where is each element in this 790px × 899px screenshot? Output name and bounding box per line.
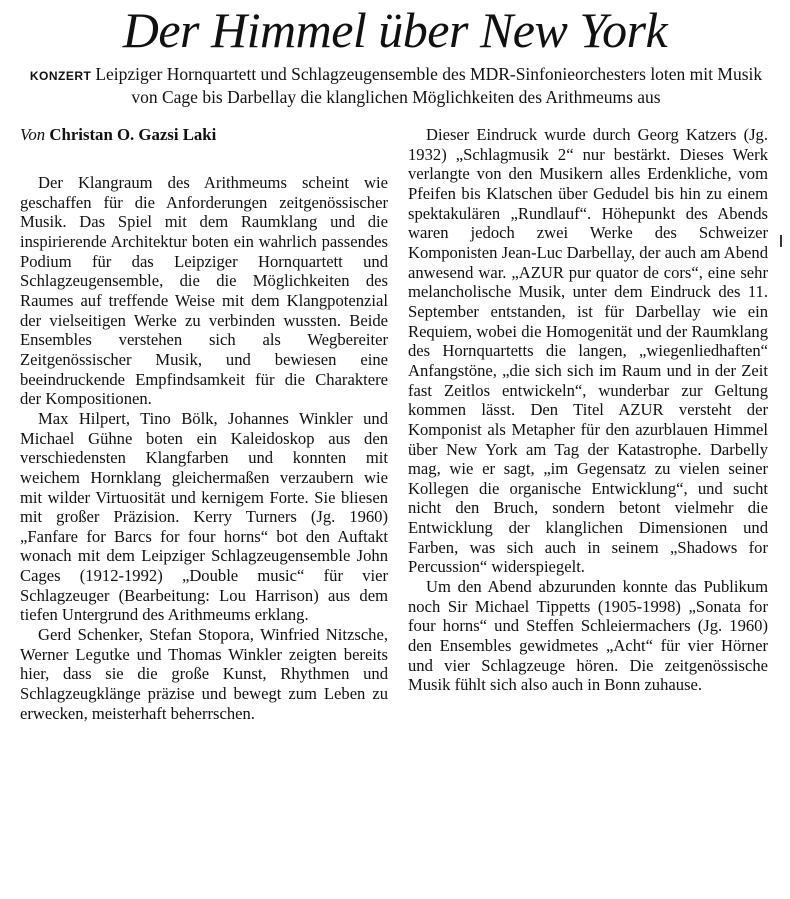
- article-subhead: [18, 64, 774, 108]
- byline-author: Christan O. Gazsi Laki: [49, 125, 217, 144]
- byline: [20, 125, 388, 145]
- article-column-left: [20, 125, 388, 723]
- paragraph: Max Hilpert, Tino Bölk, Johannes Winkler und Michael Gühne boten ein Kaleidoskop aus den verschiedensten Klangfarben und konnten mit weichem Hornklang gleichermaßen verzaubern wie mit wilder Virtuosität und kernigem Forte. Sie bliesen mit großer Präzision. Kerry Turners (Jg. 1960) „Fanfare for Barcs for four horns“ bot den Auftakt wonach mit dem Leipziger Schlagzeugensemble John Cages (1912-1992) „Double music“ für vier Schlagzeuger (Bearbeitung: Lou Harrison) aus dem tiefen Untergrund des Arithmeums erklang.: [20, 408, 388, 625]
- section-kicker: KONZERT: [29, 69, 92, 83]
- paragraph: Der Klangraum des Arithmeums scheint wie geschaffen für die Anforderungen zeitgenössischer Musik. Das Spiel mit dem Raumklang und die inspirierende Architektur boten ein wahrlich passendes Podium für das Leipziger Hornquartett und Schlagzeugensemble, die die Möglichkeiten des Raumes auf treffende Weise mit dem Klangpotenzial der vielseitigen Werke zu verbinden wussten. Beide Ensembles verstehen sich als Wegbereiter Zeitgenössischer Musik, und bewiesen eine beeindruckende Empfindsamkeit für die Charaktere der Kompositionen.: [20, 173, 388, 409]
- article-headline: Der Himmel über New York: [122, 2, 668, 58]
- paragraph: Dieser Eindruck wurde durch Georg Katzers (Jg. 1932) „Schlagmusik 2“ nur bestärkt. Dieses Werk verlangte von den Musikern alles Erdenkliche, vom Pfeifen bis Klatschen über Gedudel bis hin zu einem spektakulären „Rundlauf“. Höhepunkt des Abends waren jedoch zwei Werke des Schweizer Komponisten Jean-Luc Darbellay, der auch am Abend anwesend war. „AZUR pur quator de cors“, eine sehr melancholische Musik, unter dem Eindruck des 11. September entstanden, ist für Darbellay wie ein Requiem, wobei die Homogenität und der Raumklang des Hornquartetts die langen, „wiegenliedhaften“ Anfangstöne, „die sich sich im Raum und in der Zeit fast Zeitlos entwickeln“, wunderbar zur Geltung kommen lässt. Den Titel AZUR versteht der Komponist als Metapher für den azurblauen Himmel über New York am Tag der Katastrophe. Darbelly mag, wie er sagt, „im Gegensatz zu vielen seiner Kollegen die organische Entwicklung“, und sucht nicht den Bruch, sondern betont vielmehr die Entwicklung der klanglichen Dimensionen und Farben, was sich auch in seinem „Shadows for Percussion“ widerspiegelt.: [408, 125, 768, 577]
- subhead-text: Leipziger Hornquartett und Schlagzeugensemble des MDR-Sinfonieorchesters loten mit Musik von Cage bis Darbellay die klanglichen Möglichkeiten des Arithmeums aus: [95, 64, 763, 107]
- byline-prefix: Von: [20, 125, 46, 144]
- margin-mark: [780, 235, 782, 247]
- paragraph: Um den Abend abzurunden konnte das Publikum noch Sir Michael Tippetts (1905-1998) „Sonata for four horns“ und Steffen Schleiermachers (Jg. 1960) den Ensembles gewidmetes „Acht“ für vier Hörner und vier Schlagzeuge hören. Die zeitgenössische Musik fühlt sich also auch in Bonn zuhause.: [408, 577, 768, 695]
- article-column-right: [408, 125, 768, 695]
- paragraph: Gerd Schenker, Stefan Stopora, Winfried Nitzsche, Werner Legutke und Thomas Winkler zeigten bereits hier, dass sie die große Kunst, Rhythmen und Schlagzeugklänge präzise und bewegt zum Leben zu erwecken, meisterhaft beherrschen.: [20, 625, 388, 723]
